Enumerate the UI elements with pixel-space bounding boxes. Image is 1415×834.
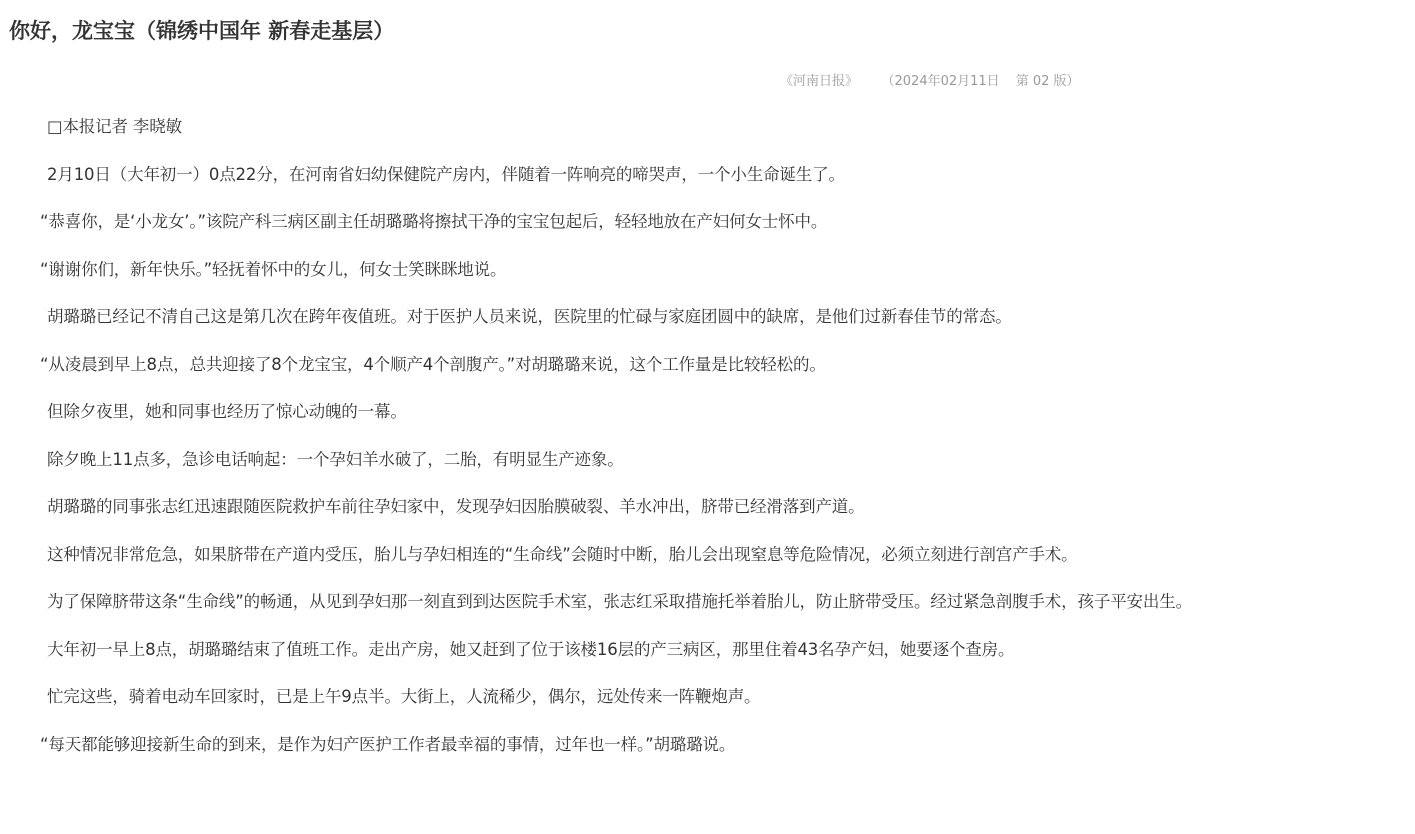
page-number: 第 02 版） [1015, 74, 1080, 89]
paragraph: “从凌晨到早上8点，总共迎接了8个龙宝宝，4个顺产4个剖腹产。”对胡璐璐来说，这个工作量是比较轻松的。 [40, 354, 826, 374]
paragraph: 2月10日（大年初一）0点22分，在河南省妇幼保健院产房内，伴随着一阵响亮的啼哭声，一个小生命诞生了。 [47, 164, 845, 184]
paragraph: 除夕晚上11点多，急诊电话响起：一个孕妇羊水破了，二胎，有明显生产迹象。 [47, 449, 624, 469]
newspaper-source: 《河南日报》 [780, 74, 859, 89]
article-body [0, 113, 1415, 778]
paragraph: “每天都能够迎接新生命的到来，是作为妇产医护工作者最幸福的事情，过年也一样。”胡璐璐说。 [40, 734, 736, 754]
paragraph: 忙完这些，骑着电动车回家时，已是上午9点半。大街上，人流稀少，偶尔，远处传来一阵鞭炮声。 [47, 687, 761, 706]
publish-date: （2024年02月11日 [888, 74, 1000, 89]
paragraph: 但除夕夜里，她和同事也经历了惊心动魄的一幕。 [47, 402, 407, 421]
article-title: 你好，龙宝宝（锦绣中国年 新春走基层） [9, 19, 395, 43]
byline: □本报记者 李晓敏 [47, 117, 182, 136]
paragraph: 为了保障脐带这条“生命线”的畅通，从见到孕妇那一刻直到到达医院手术室，张志红采取措施托举着胎儿，防止脐带受压。经过紧急剖腹手术，孩子平安出生。 [47, 592, 1192, 611]
paragraph: 胡璐璐已经记不清自己这是第几次在跨年夜值班。对于医护人员来说，医院里的忙碌与家庭团圆中的缺席，是他们过新春佳节的常态。 [47, 307, 1012, 326]
paragraph: “谢谢你们，新年快乐。”轻抚着怀中的女儿，何女士笑眯眯地说。 [40, 259, 507, 279]
article-meta [780, 72, 1080, 92]
paragraph: 大年初一早上8点，胡璐璐结束了值班工作。走出产房，她又赶到了位于该楼16层的产三病区，那里住着43名孕产妇，她要逐个查房。 [47, 639, 1015, 659]
paragraph: 胡璐璐的同事张志红迅速跟随医院救护车前往孕妇家中，发现孕妇因胎膜破裂、羊水冲出，脐带已经滑落到产道。 [47, 497, 865, 516]
paragraph: 这种情况非常危急，如果脐带在产道内受压，胎儿与孕妇相连的“生命线”会随时中断，胎儿会出现窒息等危险情况，必须立刻进行剖宫产手术。 [47, 544, 1078, 564]
paragraph: “恭喜你，是‘小龙女’。”该院产科三病区副主任胡璐璐将擦拭干净的宝宝包起后，轻轻地放在产妇何女士怀中。 [40, 212, 828, 231]
